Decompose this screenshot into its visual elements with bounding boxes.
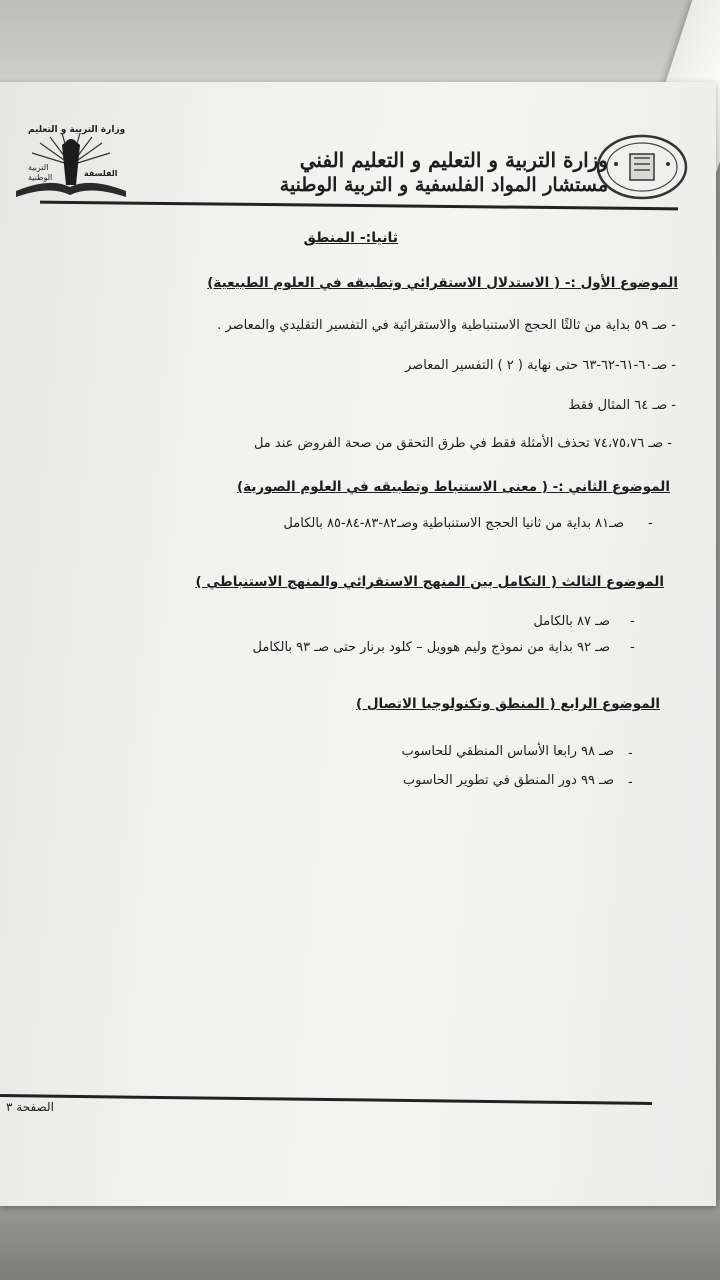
topic-1-heading-text: الموضوع الأول :- ( الاستدلال الاستقرائي وتطبيقه في العلوم الطبيعية) xyxy=(207,275,678,291)
page-number-label: الصفحة ٣ xyxy=(6,1100,54,1114)
topic-4-item-2: صـ ٩٩ دور المنطق في تطوير الحاسوب xyxy=(402,773,614,788)
topic-4-dash-2: - xyxy=(628,775,633,790)
left-logo-word3: الفلسفة xyxy=(84,169,118,178)
topic-1-item-3: - صـ ٦٤ المثال فقط xyxy=(568,398,676,413)
left-logo-top-text: وزارة التربية و التعليم xyxy=(28,125,126,135)
philosophy-logo xyxy=(10,125,132,200)
topic-3-dash-1: - xyxy=(630,614,635,629)
topic-1-item-2: - صـ٦٠-٦١-٦٢-٦٣ حتى نهاية ( ٢ ) التفسير المعاصر xyxy=(405,358,676,373)
topic-3-item-1: صـ ٨٧ بالكامل xyxy=(533,614,610,629)
topic-2-heading xyxy=(237,479,670,495)
left-logo-word1: التربية xyxy=(28,163,49,172)
topic-3-item-2: صـ ٩٢ بداية من نموذج وليم هوويل – كلود برنار حتى صـ ٩٣ بالكامل xyxy=(252,640,610,655)
topic-2-dash: - xyxy=(648,516,653,531)
topic-1-item-4: - صـ ٧٤،٧٥،٧٦ تحذف الأمثلة فقط في طرق التحقق من صحة الفروض عند مل xyxy=(253,436,672,451)
topic-2-heading-text: الموضوع الثاني :- ( معنى الاستنباط وتطبيقه في العلوم الصورية) xyxy=(236,479,670,495)
topic-4-item-1: صـ ٩٨ رابعا الأساس المنطقي للحاسوب xyxy=(401,744,614,759)
topic-1-heading xyxy=(207,275,678,291)
topic-3-heading-text: الموضوع الثالث ( التكامل بين المنهج الاستقرائي والمنهج الاستنباطي ) xyxy=(195,574,664,590)
topic-3-heading xyxy=(195,574,664,590)
topic-4-heading xyxy=(356,696,660,712)
topic-2-item-1: صـ٨١ بداية من ثانيا الحجج الاستنباطية وصـ٨٢-٨٣-٨٤-٨٥ بالكامل xyxy=(283,516,624,531)
topic-4-heading-text: الموضوع الرابع ( المنطق وتكنولوجيا الاتصال ) xyxy=(355,696,660,712)
topic-3-dash-2: - xyxy=(630,640,635,655)
ministry-logo xyxy=(596,134,688,200)
background-top xyxy=(0,0,720,90)
topic-4-dash-1: - xyxy=(628,746,633,761)
topic-1-item-1: - صـ ٥٩ بداية من ثالثًا الحجج الاستنباطية والاستقرائية في التفسير التقليدي والمعاصر . xyxy=(217,318,676,333)
left-logo-word2: الوطنية xyxy=(28,173,53,182)
background-bottom xyxy=(0,1200,720,1280)
section-title: ثانيا:- المنطق xyxy=(303,230,398,246)
ministry-name: وزارة التربية و التعليم و التعليم الفني xyxy=(299,148,608,172)
advisor-title: مستشار المواد الفلسفية و التربية الوطنية xyxy=(279,174,608,196)
